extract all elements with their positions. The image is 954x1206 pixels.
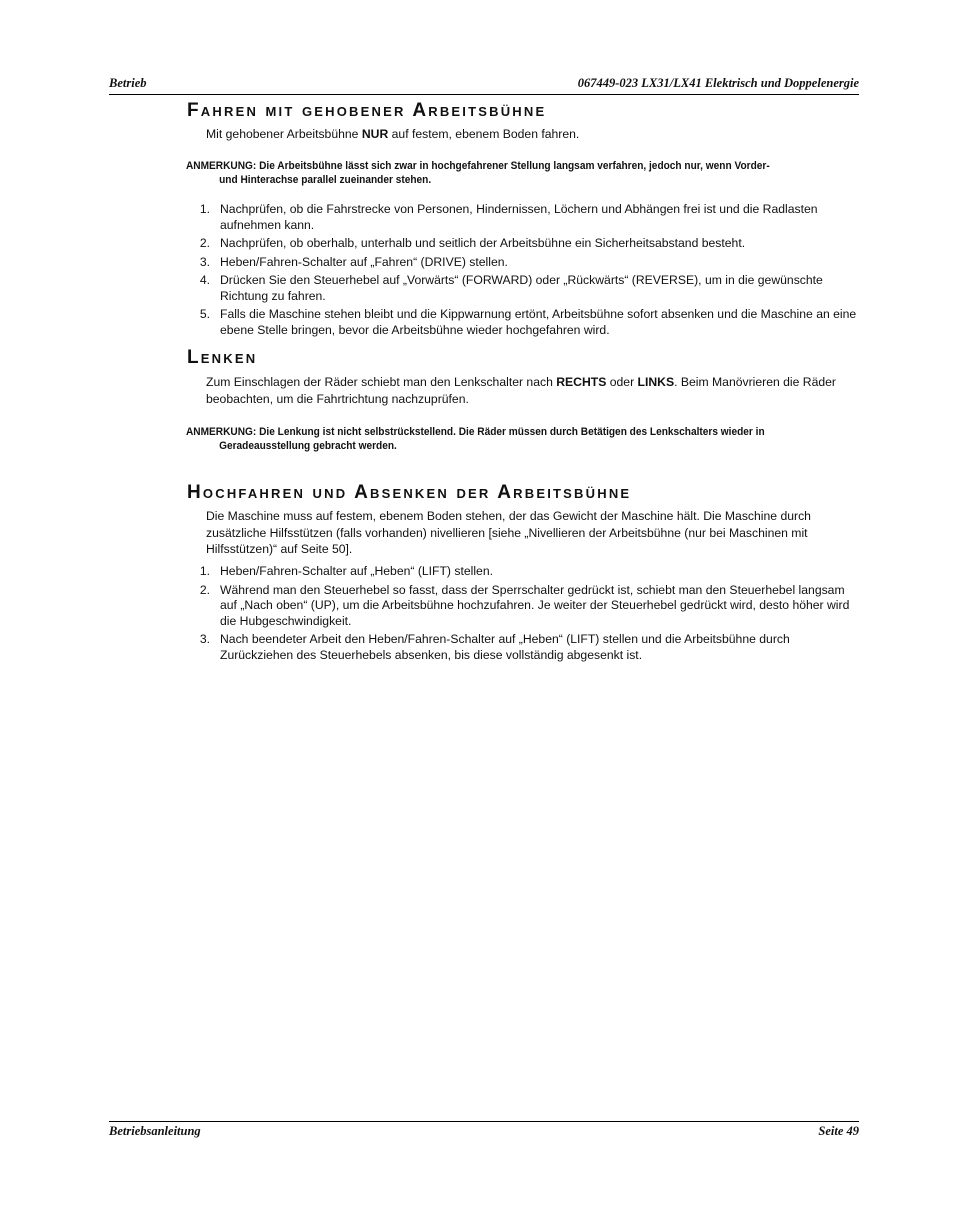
list-item xyxy=(186,564,858,580)
intro-text: . Beim Manövrieren die Räder beobachten, um die Fahrtrichtung nachzuprüfen. xyxy=(206,375,836,406)
list-item xyxy=(186,273,858,304)
running-footer xyxy=(109,1121,859,1139)
header-left: Betrieb xyxy=(109,76,147,90)
step-number: 5. xyxy=(199,307,210,321)
note-label: ANMERKUNG: xyxy=(186,160,257,172)
step-text: Drücken Sie den Steuerhebel auf „Vorwärts“ (FORWARD) oder „Rückwärts“ (REVERSE), um in die gewünschte Richtung zu fahren. xyxy=(220,273,823,303)
note-lenken xyxy=(186,425,798,453)
intro-text: Zum Einschlagen der Räder schiebt man den Lenkschalter nach xyxy=(206,375,557,389)
note-fahren xyxy=(186,159,798,187)
footer-left: Betriebsanleitung xyxy=(109,1124,201,1138)
step-number: 1. xyxy=(199,202,210,216)
note-text: Die Lenkung ist nicht selbstrückstellend. Die Räder müssen durch Betätigen des Lenkschalters wieder in xyxy=(256,426,765,438)
step-number: 3. xyxy=(199,632,210,646)
note-text: Die Arbeitsbühne lässt sich zwar in hochgefahrener Stellung langsam verfahren, jedoch nur, wenn Vorder- xyxy=(256,160,770,172)
section-title-fahren: Fahren mit gehobener Arbeitsbühne xyxy=(187,100,547,121)
list-item xyxy=(186,307,858,338)
list-item xyxy=(186,202,858,233)
intro-emphasis: NUR xyxy=(361,127,389,141)
header-right: 067449-023 LX31/LX41 Elektrisch und Doppelenergie xyxy=(577,76,859,90)
running-header xyxy=(109,76,859,95)
step-text: Nachprüfen, ob die Fahrstrecke von Personen, Hindernissen, Löchern und Abhängen frei ist und die Radlasten aufnehmen kann. xyxy=(220,202,818,232)
step-number: 2. xyxy=(199,582,210,597)
intro-text: Mit gehobener Arbeitsbühne xyxy=(206,127,362,141)
step-text: Während man den Steuerhebel so fasst, dass der Sperrschalter gedrückt ist, schiebt man den Steuerhebel langsam auf „Nach oben“ (UP), um die Arbeitsbühne hochzufahren. Je weiter der Steuerhebel gedrückt wird, desto höher wird die Hubgeschwindigkeit. xyxy=(220,582,850,628)
note-label: ANMERKUNG: xyxy=(186,426,257,438)
section-intro-fahren xyxy=(206,126,858,143)
step-text: Nachprüfen, ob oberhalb, unterhalb und seitlich der Arbeitsbühne ein Sicherheitsabstand besteht. xyxy=(220,236,746,250)
intro-text: oder xyxy=(606,375,638,389)
list-item xyxy=(186,632,858,663)
step-text: Heben/Fahren-Schalter auf „Heben“ (LIFT) stellen. xyxy=(220,564,493,578)
steps-list-fahren xyxy=(186,202,858,341)
section-intro-hochfahren: Die Maschine muss auf festem, ebenem Boden stehen, der das Gewicht der Maschine hält. Die Maschine durch zusätzliche Hilfsstützen (falls vorhanden) nivellieren [siehe „Nivellieren der Arbeitsbühne (nur bei Maschinen mit Hilfsstützen)“ auf Seite 50]. xyxy=(206,509,811,556)
intro-emphasis: RECHTS xyxy=(556,375,607,389)
steps-list-hochfahren xyxy=(186,564,858,666)
section-intro-lenken xyxy=(206,374,858,407)
step-number: 3. xyxy=(199,254,210,269)
step-text: Nach beendeter Arbeit den Heben/Fahren-Schalter auf „Heben“ (LIFT) stellen und die Arbeitsbühne durch Zurückziehen des Steuerhebels absenken, bis diese vollständig abgesenkt ist. xyxy=(220,632,790,662)
list-item xyxy=(186,583,858,630)
list-item xyxy=(186,236,858,252)
page-number: Seite 49 xyxy=(818,1124,859,1138)
step-number: 1. xyxy=(199,564,210,578)
intro-emphasis: LINKS xyxy=(637,375,675,389)
step-text: Heben/Fahren-Schalter auf „Fahren“ (DRIVE) stellen. xyxy=(220,254,508,269)
step-number: 2. xyxy=(199,236,210,250)
note-text-continued: und Hinterachse parallel zueinander stehen. xyxy=(219,174,432,186)
intro-text: auf festem, ebenem Boden fahren. xyxy=(388,127,580,141)
note-text-continued: Geradeausstellung gebracht werden. xyxy=(219,440,397,452)
list-item xyxy=(186,255,858,271)
section-title-hochfahren: Hochfahren und Absenken der Arbeitsbühne xyxy=(187,482,632,503)
step-number: 4. xyxy=(199,273,210,287)
section-title-lenken: Lenken xyxy=(187,347,258,368)
step-text: Falls die Maschine stehen bleibt und die Kippwarnung ertönt, Arbeitsbühne sofort absenken und die Maschine an eine ebene Stelle bringen, bevor die Arbeitsbühne wieder hochgefahren wird. xyxy=(220,307,857,337)
